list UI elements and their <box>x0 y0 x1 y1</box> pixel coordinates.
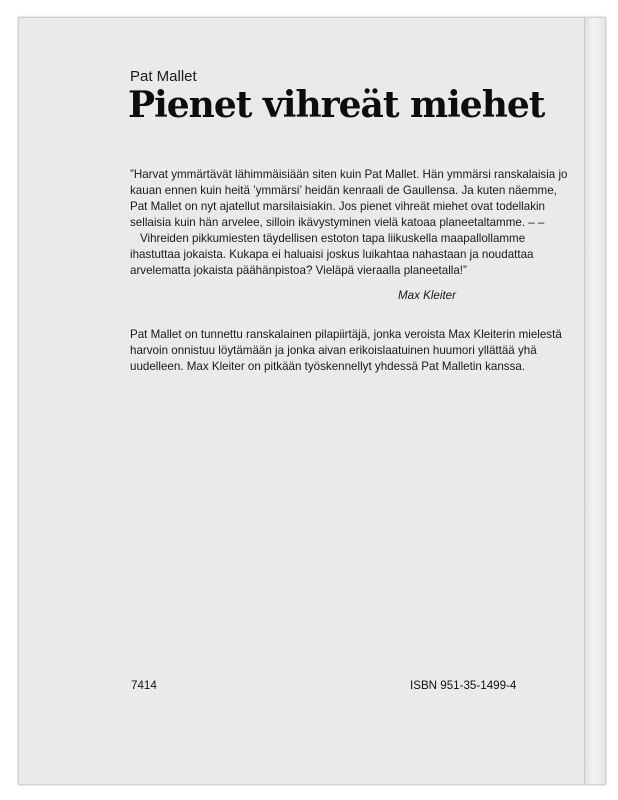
quote-signature: Max Kleiter <box>398 289 456 302</box>
author-bio <box>130 327 570 375</box>
product-code: 7414 <box>131 679 157 692</box>
book-title: Pienet vihreät miehet <box>128 84 545 126</box>
spine <box>585 18 605 784</box>
blurb-quote <box>130 167 570 279</box>
quote-paragraph: ”Harvat ymmärtävät lähimmäisiään siten kuin Pat Mallet. Hän ymmärsi ranskalaisia jo kauan ennen kuin heitä ’ymmärsi’ heidän kenraali de Gaullensa. Ja kuten näemme, Pat Mallet on nyt ajatellut marsilaisiakin. Jos pienet vihreät miehet ovat todellakin sellaisia kuin hän arvelee, silloin ikävystyminen vielä katoaa planeetaltamme. – – <box>130 168 568 229</box>
quote-paragraph: Vihreiden pikkumiesten täydellisen estoton tapa liikuskella maapallollamme ihastuttaa jokaista. Kukapa ei haluaisi joskus luikahtaa nahastaan ja noudattaa arvelematta jokaista päähänpistoa? Vieläpä vieraalla planeetalla!” <box>130 232 534 277</box>
bio-paragraph: Pat Mallet on tunnettu ranskalainen pilapiirtäjä, jonka veroista Max Kleiterin mielestä harvoin onnistuu löytämään ja jonka aivan erikoislaatuinen huumori yllättää yhä uudelleen. Max Kleiter on pitkään työskennellyt yhdessä Pat Malletin kanssa. <box>130 328 562 373</box>
author-name: Pat Mallet <box>130 68 197 85</box>
book-back-cover <box>18 17 606 785</box>
isbn: ISBN 951-35-1499-4 <box>410 679 517 692</box>
